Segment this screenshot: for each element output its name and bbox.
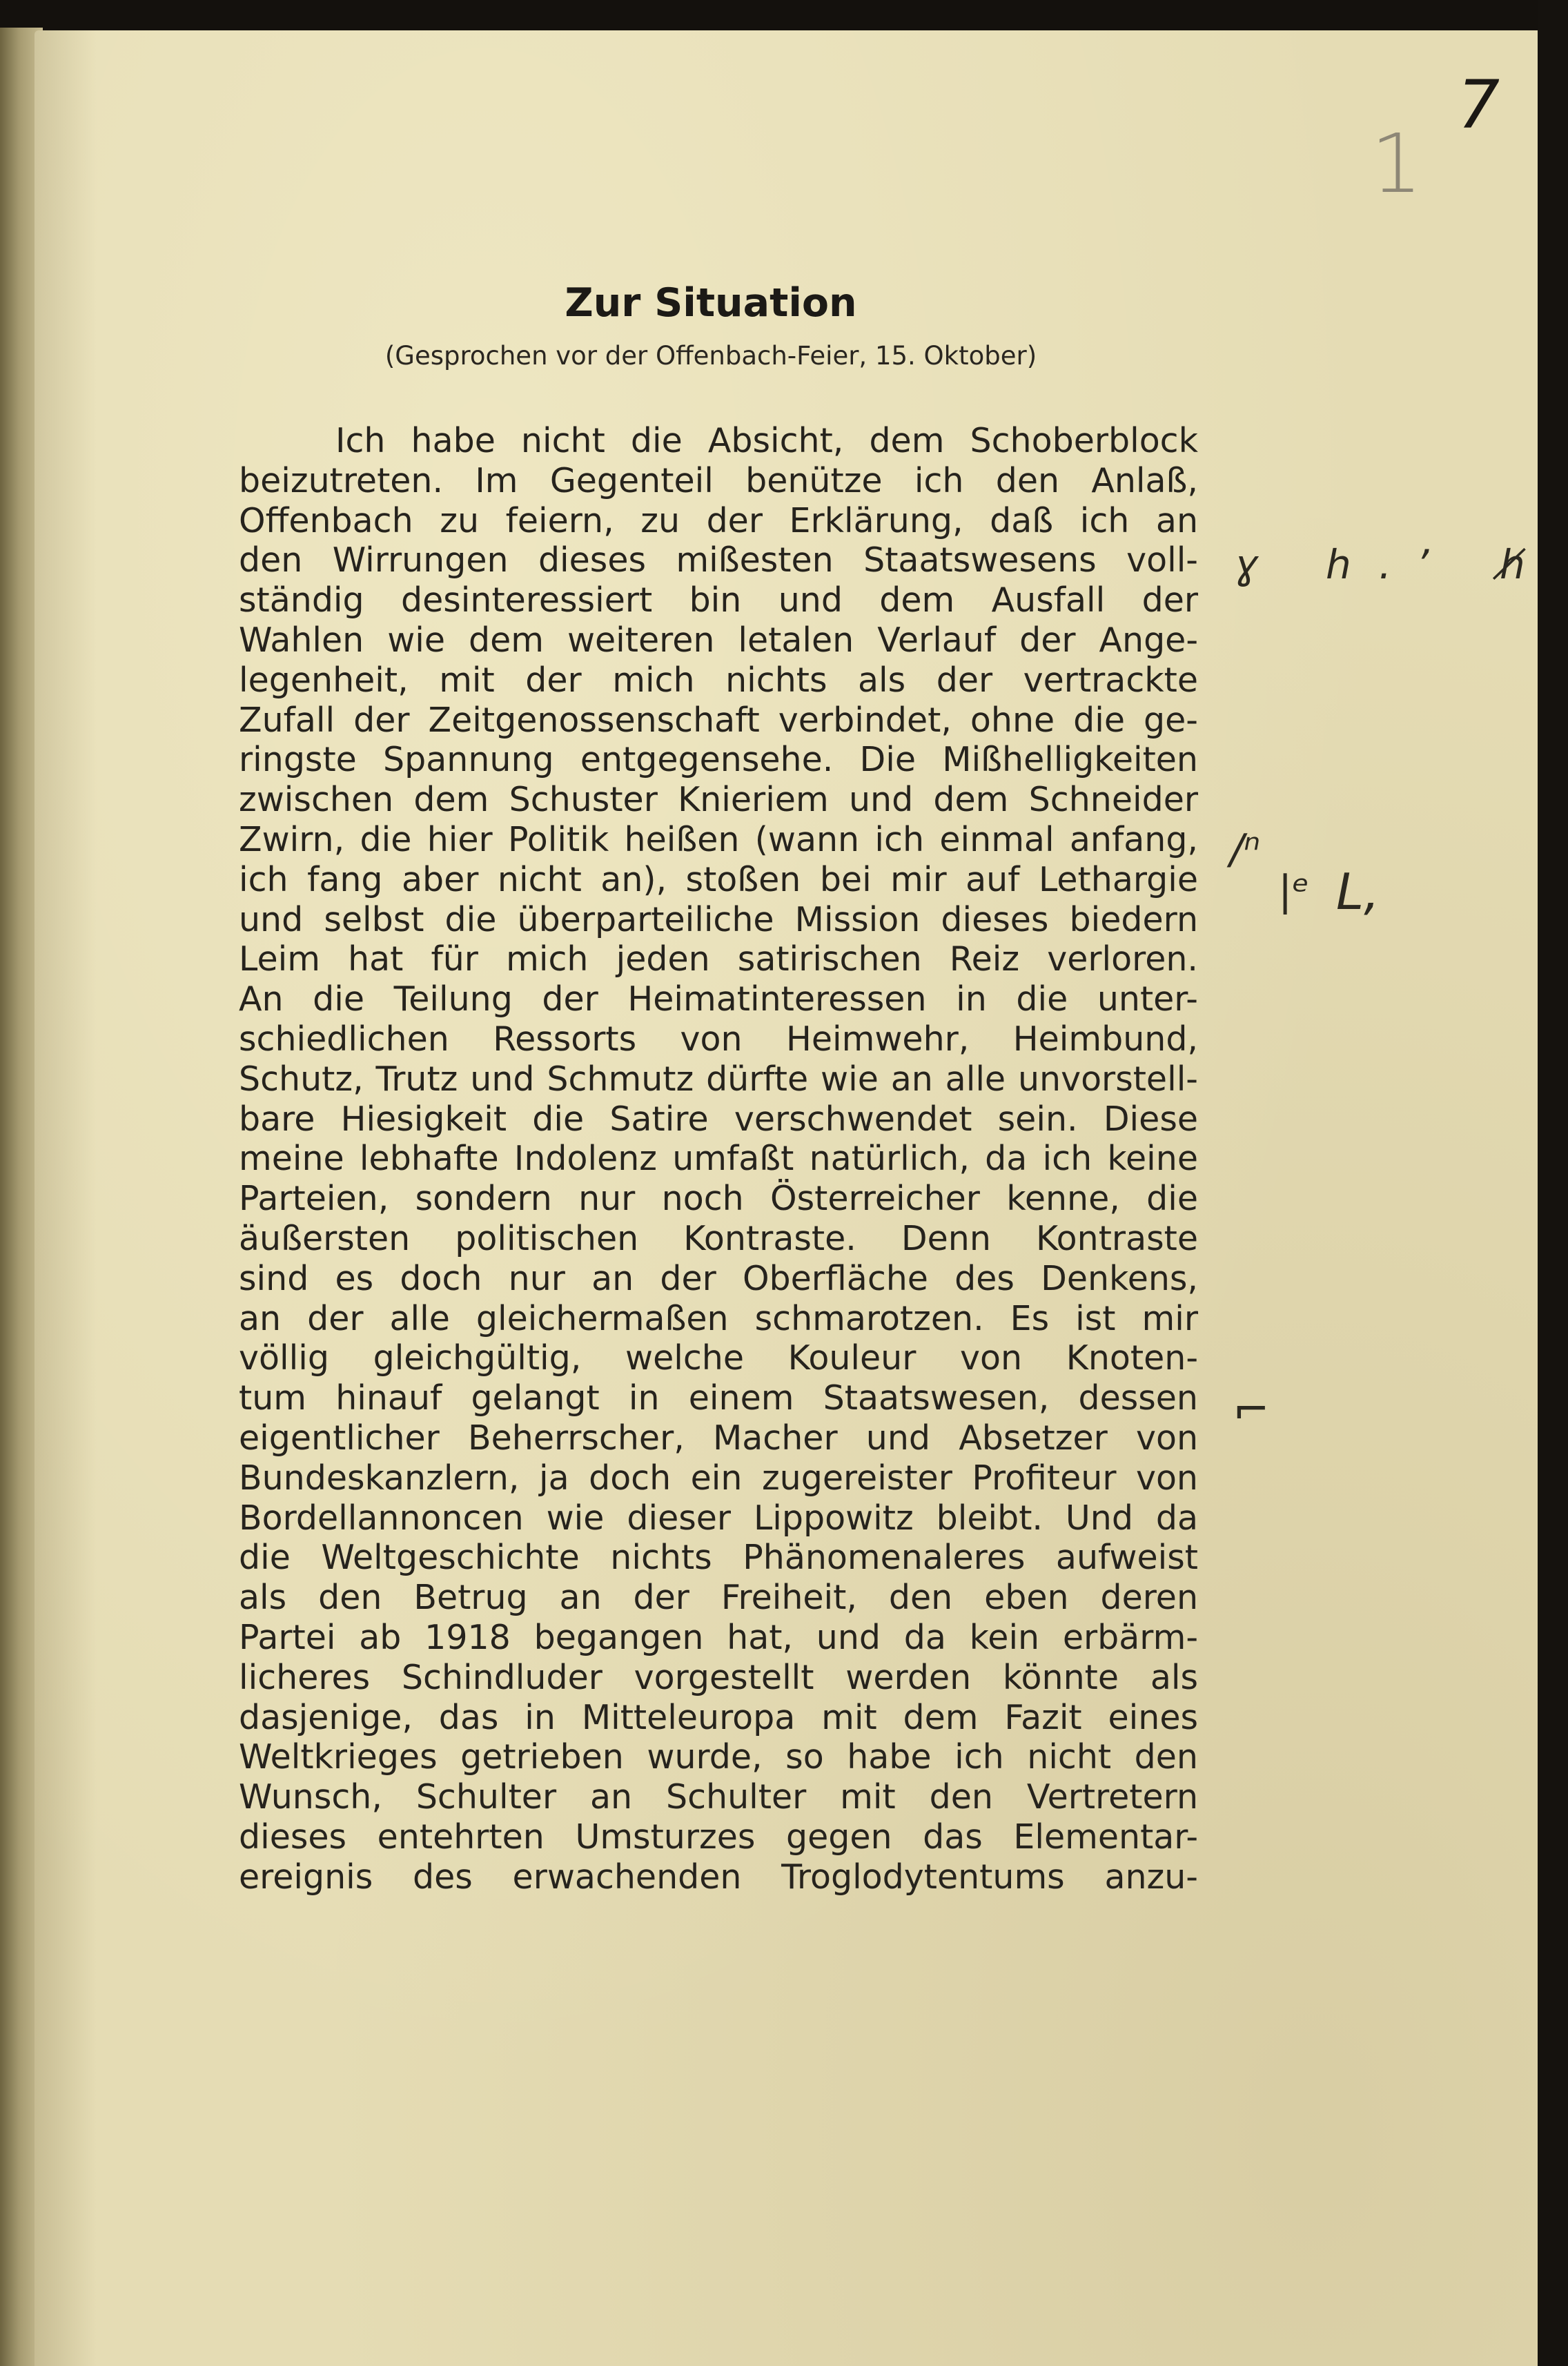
margin-correction-mark: |ᵉ (1278, 867, 1310, 915)
body-line: Zufall der Zeitgenossenschaft verbindet, ohne die ge- (239, 700, 1198, 740)
margin-correction-mark: L, (1336, 863, 1380, 921)
body-line: legenheit, mit der mich nichts als der vertrackte (239, 660, 1198, 700)
pencil-mark: 1 (1371, 116, 1423, 211)
body-line: Schutz, Trutz und Schmutz dürfte wie an alle unvorstell- (239, 1059, 1198, 1099)
body-line: Offenbach zu feiern, zu der Erklärung, daß ich an (239, 500, 1198, 540)
body-line: Weltkrieges getrieben wurde, so habe ich nicht den (239, 1737, 1198, 1777)
body-line: licheres Schindluder vorgestellt werden könnte als (239, 1657, 1198, 1697)
body-line: eigentlicher Beherrscher, Macher und Absetzer von (239, 1418, 1198, 1458)
body-line: dasjenige, das in Mitteleuropa mit dem Fazit eines (239, 1697, 1198, 1737)
body-line: Partei ab 1918 begangen hat, und da kein erbärm- (239, 1617, 1198, 1657)
body-line: ständig desinteressiert bin und dem Ausfall der (239, 580, 1198, 620)
body-line: an der alle gleichermaßen schmarotzen. Es ist mir (239, 1298, 1198, 1338)
body-line: ich fang aber nicht an), stoßen bei mir auf Lethargie (239, 859, 1198, 899)
body-line: Zwirn, die hier Politik heißen (wann ich einmal anfang, (239, 819, 1198, 859)
body-line: schiedlichen Ressorts von Heimwehr, Heimbund, (239, 1019, 1198, 1059)
body-line: Bordellannoncen wie dieser Lippowitz bleibt. Und da (239, 1498, 1198, 1538)
page-title: Zur Situation (565, 280, 857, 326)
body-line: äußersten politischen Kontraste. Denn Kontraste (239, 1218, 1198, 1258)
body-line: Wunsch, Schulter an Schulter mit den Vertretern (239, 1777, 1198, 1817)
body-line: Parteien, sondern nur noch Österreicher kenne, die (239, 1179, 1198, 1219)
body-line: beizutreten. Im Gegenteil benütze ich den Anlaß, (239, 460, 1198, 500)
body-line: Wahlen wie dem weiteren letalen Verlauf der Ange- (239, 620, 1198, 660)
body-line: An die Teilung der Heimatinteressen in die unter- (239, 979, 1198, 1019)
margin-correction-mark: /ⁿ (1230, 825, 1261, 874)
body-line: Ich habe nicht die Absicht, dem Schoberblock (335, 421, 1198, 460)
margin-correction-mark: ɣ ℎ.ʼ ℎ̸ (1234, 541, 1553, 588)
body-line: Leim hat für mich jeden satirischen Reiz verloren. (239, 939, 1198, 979)
body-line: den Wirrungen dieses mißesten Staatswesens voll- (239, 540, 1198, 580)
page-number: 7 (1458, 66, 1500, 144)
scan-right-border (1538, 0, 1568, 2366)
body-line: völlig gleichgültig, welche Kouleur von Knoten- (239, 1338, 1198, 1378)
margin-correction-mark: ⌐ (1233, 1385, 1270, 1436)
body-line: und selbst die überparteiliche Mission dieses biedern (239, 899, 1198, 939)
body-line: ringste Spannung entgegensehe. Die Mißhelligkeiten (239, 740, 1198, 780)
page-subtitle: (Gesprochen vor der Offenbach-Feier, 15. Oktober) (384, 341, 1037, 371)
body-line: zwischen dem Schuster Knieriem und dem Schneider (239, 780, 1198, 820)
body-line: Bundeskanzlern, ja doch ein zugereister Profiteur von (239, 1458, 1198, 1498)
body-line: als den Betrug an der Freiheit, den eben deren (239, 1578, 1198, 1618)
body-line: dieses entehrten Umsturzes gegen das Elementar- (239, 1817, 1198, 1857)
body-line: sind es doch nur an der Oberfläche des Denkens, (239, 1258, 1198, 1298)
body-line: meine lebhafte Indolenz umfaßt natürlich, da ich keine (239, 1139, 1198, 1179)
body-line: ereignis des erwachenden Troglodytentums anzu- (239, 1857, 1198, 1897)
body-line: tum hinauf gelangt in einem Staatswesen, dessen (239, 1378, 1198, 1418)
body-line: die Weltgeschichte nichts Phänomenaleres aufweist (239, 1538, 1198, 1578)
body-line: bare Hiesigkeit die Satire verschwendet sein. Diese (239, 1099, 1198, 1139)
body-text (239, 421, 1198, 1897)
